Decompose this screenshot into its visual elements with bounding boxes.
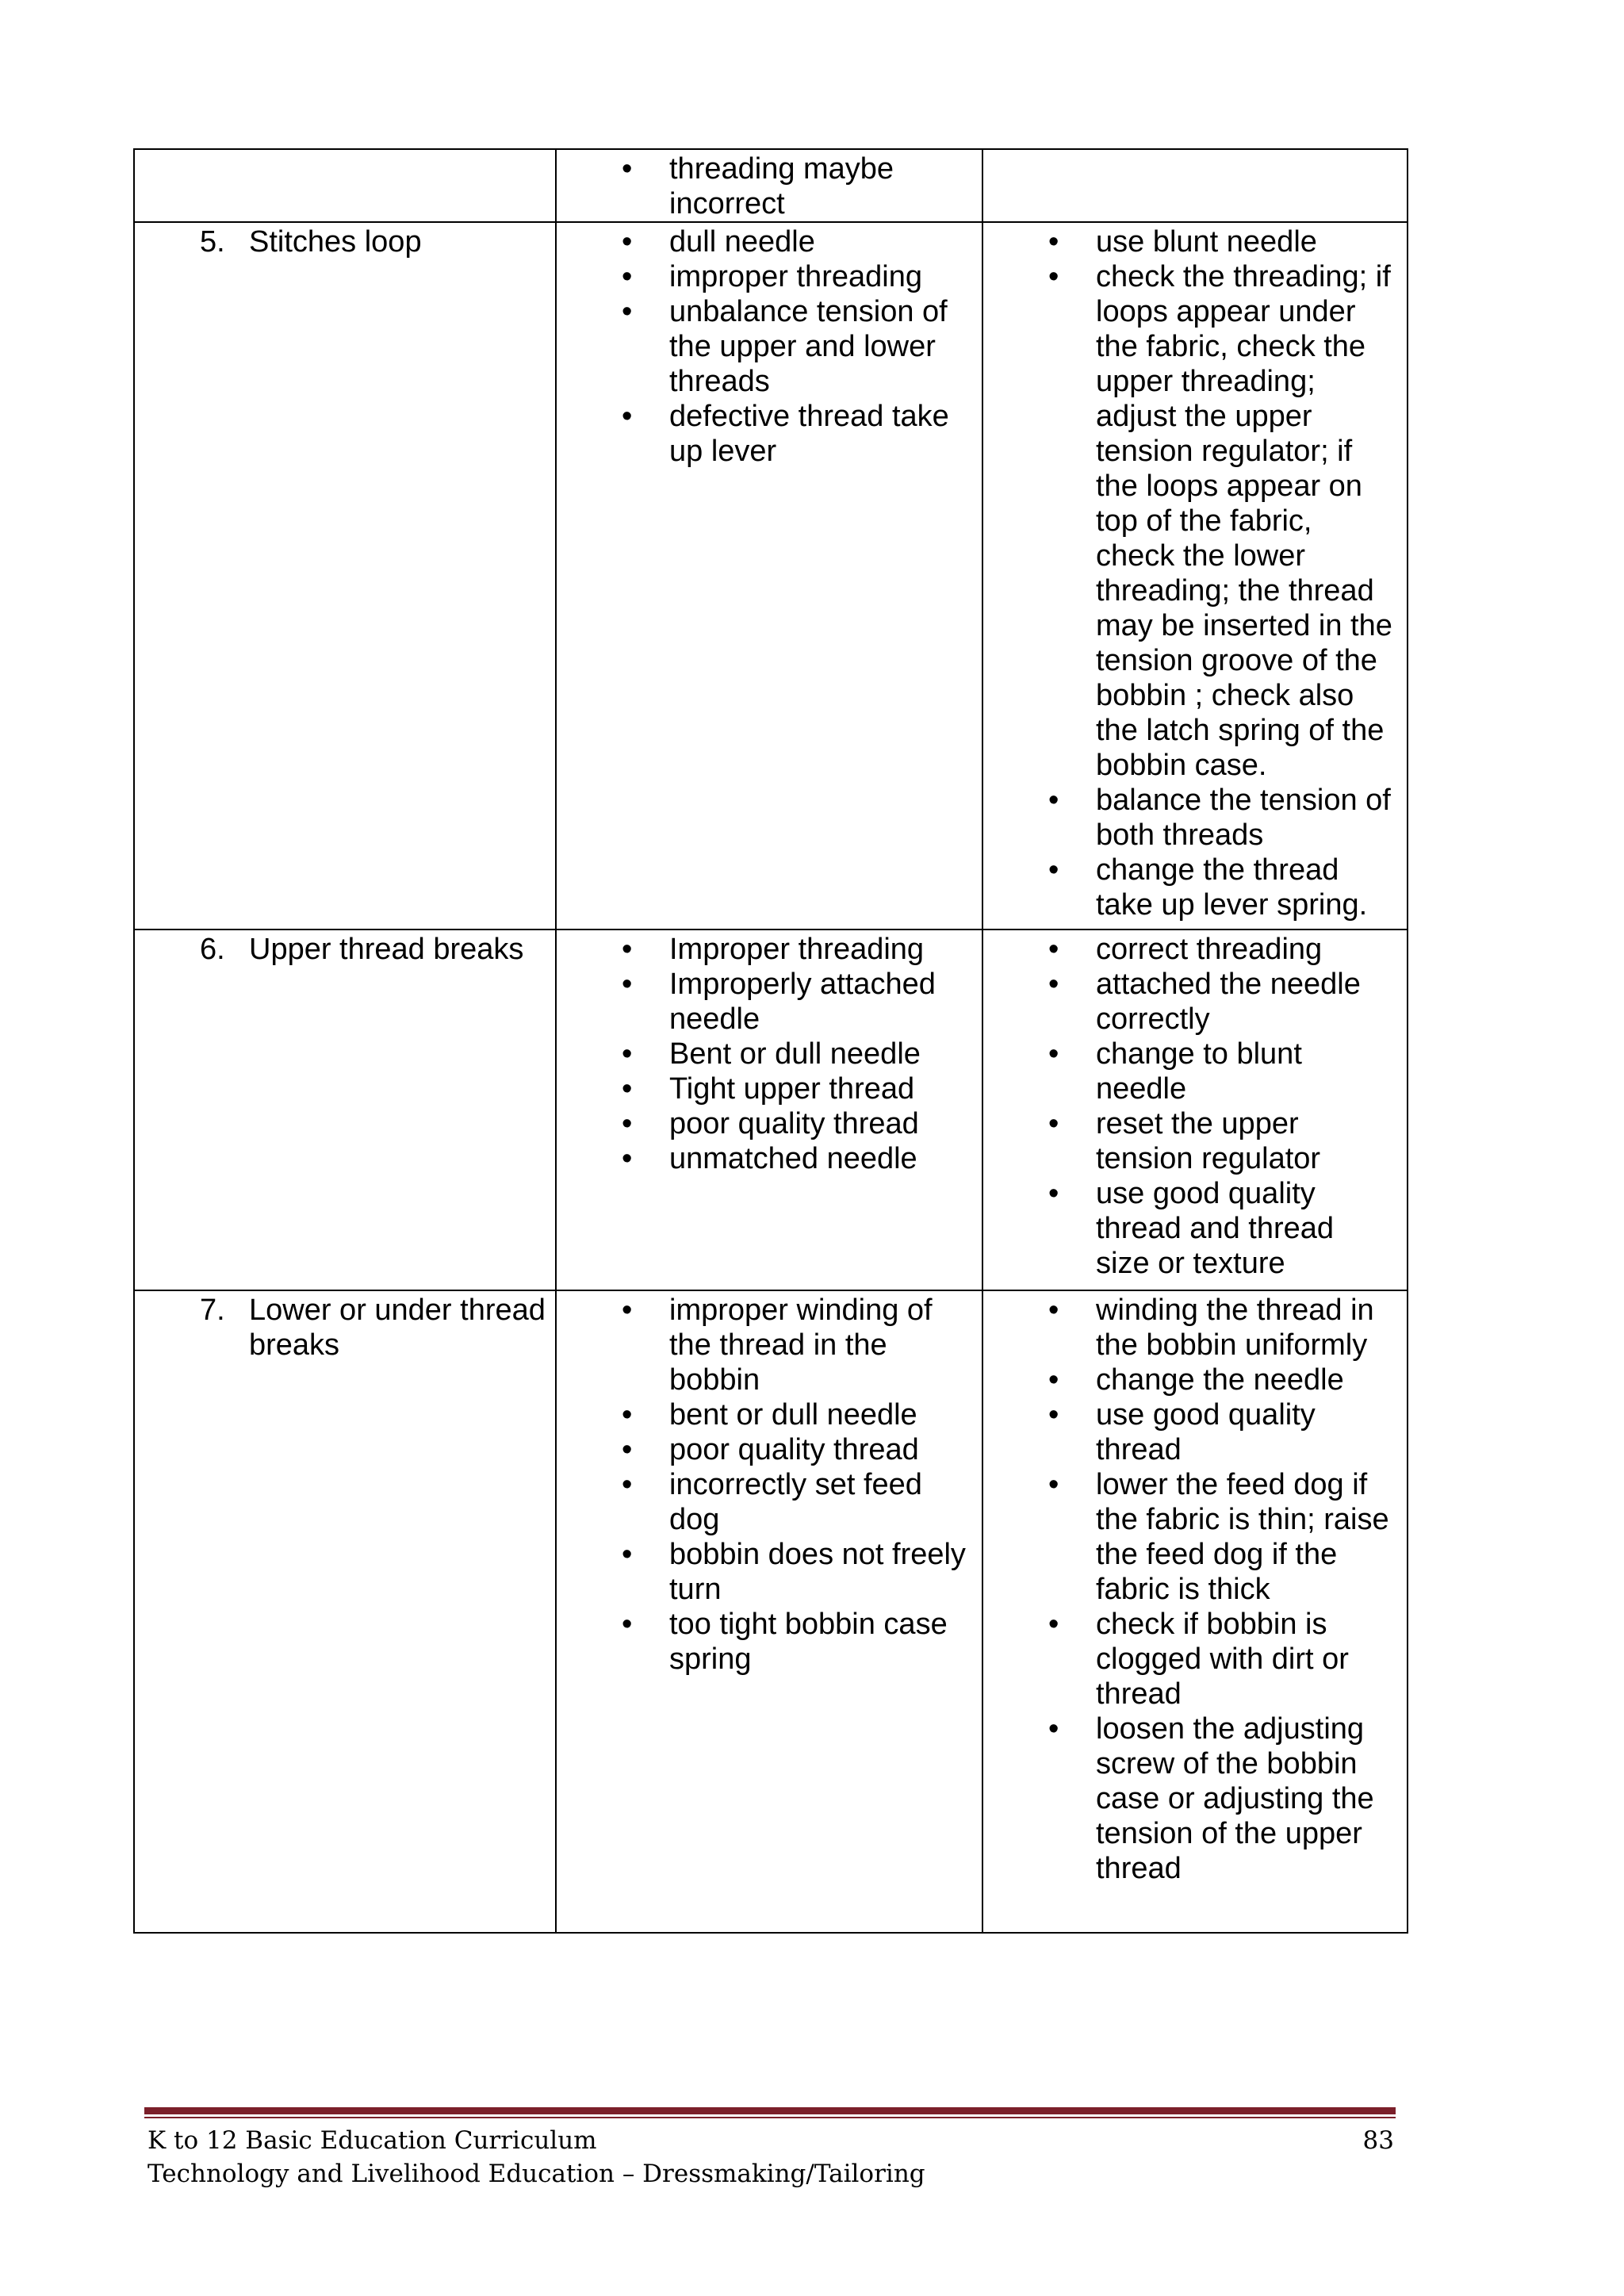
- curriculum-title: K to 12 Basic Education Curriculum: [147, 2126, 597, 2155]
- page-number: 83: [1362, 2126, 1394, 2155]
- problem-label: Upper thread breaks: [249, 933, 524, 966]
- list-item: • attached the needle correctly: [983, 967, 1407, 1037]
- list-item: • change to blunt needle: [983, 1037, 1407, 1106]
- problem-cell: [134, 930, 556, 1290]
- list-item: • loosen the adjusting screw of the bobbin case or adjusting the tension of the upper thread: [983, 1711, 1407, 1886]
- problem-cell: [134, 222, 556, 930]
- remedies-list: [983, 1291, 1407, 1886]
- problem-cell: [134, 149, 556, 222]
- list-item: • change the needle: [983, 1363, 1407, 1397]
- list-item: • threading maybe incorrect: [557, 151, 982, 221]
- causes-list: [557, 930, 982, 1176]
- list-item: • balance the tension of both threads: [983, 783, 1407, 853]
- list-item: • use good quality thread: [983, 1397, 1407, 1467]
- troubleshooting-table: [133, 148, 1408, 1934]
- page-footer: [147, 2124, 1394, 2191]
- problem-number: 5.: [200, 225, 225, 259]
- list-item: • lower the feed dog if the fabric is thin; raise the feed dog if the fabric is thick: [983, 1467, 1407, 1607]
- list-item: • use good quality thread and thread size or texture: [983, 1176, 1407, 1281]
- causes-cell: [556, 222, 982, 930]
- list-item: • too tight bobbin case spring: [557, 1607, 982, 1677]
- problem-number: 6.: [200, 933, 225, 966]
- list-item: • Improperly attached needle: [557, 967, 982, 1037]
- remedies-list: [983, 223, 1407, 922]
- list-item: • incorrectly set feed dog: [557, 1467, 982, 1537]
- subject-title: Technology and Livelihood Education – Dressmaking/Tailoring: [147, 2160, 925, 2188]
- remedies-cell: [982, 1290, 1408, 1933]
- remedies-list: [983, 930, 1407, 1281]
- list-item: • bobbin does not freely turn: [557, 1537, 982, 1607]
- problem-cell: [134, 1290, 556, 1933]
- list-item: • correct threading: [983, 932, 1407, 967]
- table-row: [134, 1290, 1408, 1933]
- causes-list: [557, 150, 982, 221]
- list-item: • improper winding of the thread in the bobbin: [557, 1293, 982, 1397]
- problem-label: Stitches loop: [249, 225, 422, 259]
- list-item: • bent or dull needle: [557, 1397, 982, 1432]
- list-item: • unbalance tension of the upper and lower threads: [557, 294, 982, 399]
- table-row: [134, 149, 1408, 222]
- remedies-cell: [982, 930, 1408, 1290]
- causes-cell: [556, 1290, 982, 1933]
- list-item: • reset the upper tension regulator: [983, 1106, 1407, 1176]
- list-item: • Tight upper thread: [557, 1071, 982, 1106]
- list-item: • Improper threading: [557, 932, 982, 967]
- causes-list: [557, 1291, 982, 1677]
- problem-number: 7.: [200, 1294, 225, 1327]
- list-item: • check the threading; if loops appear under the fabric, check the upper threading; adjust the upper tension regulator; if the loops appear on top of the fabric, check the lower threading; the thread may be inserted in the tension groove of the bobbin ; check also the latch spring of the bobbin case.: [983, 259, 1407, 783]
- list-item: • defective thread take up lever: [557, 399, 982, 469]
- remedies-cell: [982, 149, 1408, 222]
- list-item: • improper threading: [557, 259, 982, 294]
- remedies-cell: [982, 222, 1408, 930]
- list-item: • use blunt needle: [983, 224, 1407, 259]
- footer-divider: [144, 2107, 1396, 2118]
- list-item: • poor quality thread: [557, 1432, 982, 1467]
- list-item: • change the thread take up lever spring.: [983, 853, 1407, 922]
- causes-cell: [556, 149, 982, 222]
- list-item: • dull needle: [557, 224, 982, 259]
- list-item: • poor quality thread: [557, 1106, 982, 1141]
- table-row: [134, 930, 1408, 1290]
- list-item: • Bent or dull needle: [557, 1037, 982, 1071]
- list-item: • unmatched needle: [557, 1141, 982, 1176]
- list-item: • check if bobbin is clogged with dirt or thread: [983, 1607, 1407, 1711]
- list-item: • winding the thread in the bobbin uniformly: [983, 1293, 1407, 1363]
- causes-list: [557, 223, 982, 469]
- problem-label: Lower or under thread breaks: [249, 1294, 546, 1362]
- causes-cell: [556, 930, 982, 1290]
- table-row: [134, 222, 1408, 930]
